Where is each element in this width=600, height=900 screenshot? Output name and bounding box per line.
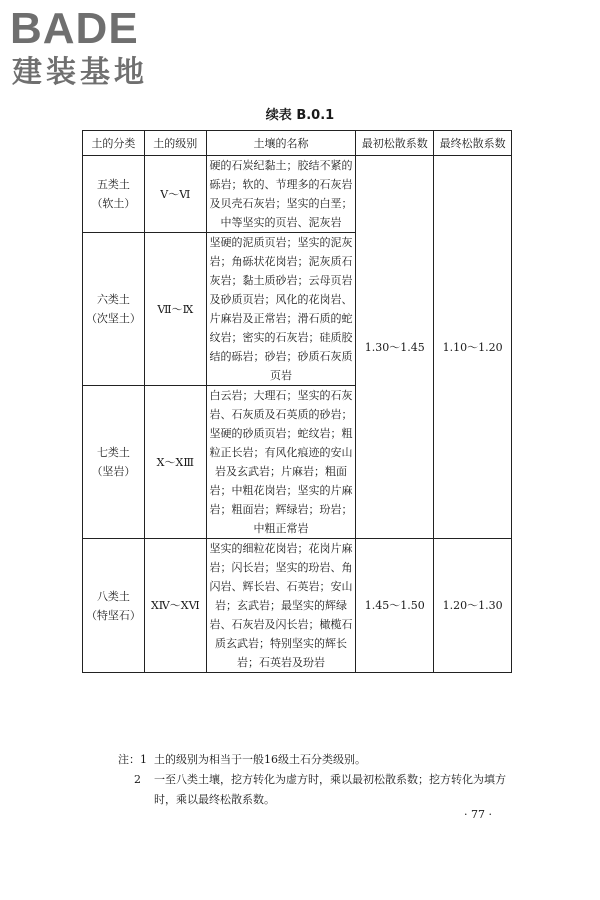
note-number: 1 bbox=[140, 753, 147, 766]
soil-category: 七类土 （坚岩） bbox=[83, 386, 145, 539]
initial-coefficient: 1.45～1.50 bbox=[356, 539, 434, 673]
note-text: 一至八类土壤，挖方转化为虚方时，乘以最初松散系数；挖方转化为填方时，乘以最终松散系数。 bbox=[154, 773, 506, 806]
note-prefix: 注： bbox=[118, 753, 140, 766]
final-coefficient: 1.10～1.20 bbox=[434, 156, 512, 539]
table-title: 续表 B.0.1 bbox=[265, 108, 335, 123]
soil-name: 白云岩；大理石；坚实的石灰岩、石灰质及石英质的砂岩；坚硬的砂质页岩；蛇纹岩；粗粒正长岩；有风化痕迹的安山岩及玄武岩；片麻岩；粗面岩；中粗花岗岩；坚实的片麻岩；粗面岩；辉绿岩；玢岩；中粗正常岩 bbox=[206, 386, 356, 539]
initial-coefficient: 1.30～1.45 bbox=[356, 156, 434, 539]
header-final-coefficient: 最终松散系数 bbox=[434, 131, 512, 156]
soil-level: Ⅹ～ⅩⅢ bbox=[144, 386, 206, 539]
soil-classification-table bbox=[82, 130, 512, 673]
soil-level: Ⅴ～Ⅵ bbox=[144, 156, 206, 233]
soil-name: 硬的石炭纪黏土；胶结不紧的砾岩；软的、节理多的石灰岩及贝壳石灰岩；坚实的白垩；中等坚实的页岩、泥灰岩 bbox=[206, 156, 356, 233]
soil-level: ⅩⅣ～ⅩⅥ bbox=[144, 539, 206, 673]
note-item bbox=[118, 750, 508, 770]
final-coefficient: 1.20～1.30 bbox=[434, 539, 512, 673]
soil-category: 八类土 （特坚石） bbox=[83, 539, 145, 673]
note-text: 土的级别为相当于一般16级土石分类级别。 bbox=[154, 753, 366, 766]
logo-subtitle: 建装基地 bbox=[12, 55, 148, 90]
table-notes bbox=[118, 750, 508, 810]
soil-name: 坚实的细粒花岗岩；花岗片麻岩；闪长岩；坚实的玢岩、角闪岩、辉长岩、石英岩；安山岩；玄武岩；最坚实的辉绿岩、石灰岩及闪长岩；橄榄石质玄武岩；特别坚实的辉长岩；石英岩及玢岩 bbox=[206, 539, 356, 673]
soil-category: 六类土 （次坚土） bbox=[83, 233, 145, 386]
note-item bbox=[118, 770, 508, 810]
soil-category: 五类土 （软土） bbox=[83, 156, 145, 233]
header-soil-category: 土的分类 bbox=[83, 131, 145, 156]
note-number: 2 bbox=[134, 773, 141, 786]
soil-name: 坚硬的泥质页岩；坚实的泥灰岩；角砾状花岗岩；泥灰质石灰岩；黏土质砂岩；云母页岩及砂质页岩；风化的花岗岩、片麻岩及正常岩；滑石质的蛇纹岩；密实的石灰岩；硅质胶结的砾岩；砂岩；砂质石灰质页岩 bbox=[206, 233, 356, 386]
table-row bbox=[83, 156, 512, 233]
note-label bbox=[118, 750, 147, 770]
header-initial-coefficient: 最初松散系数 bbox=[356, 131, 434, 156]
brand-logo bbox=[10, 4, 180, 96]
table-header-row bbox=[83, 131, 512, 156]
table-row bbox=[83, 539, 512, 673]
soil-level: Ⅶ～Ⅸ bbox=[144, 233, 206, 386]
page-number: · 77 · bbox=[464, 808, 492, 821]
header-soil-name: 土壤的名称 bbox=[206, 131, 356, 156]
logo-wordmark: BADE bbox=[10, 4, 139, 53]
header-soil-level: 土的级别 bbox=[144, 131, 206, 156]
